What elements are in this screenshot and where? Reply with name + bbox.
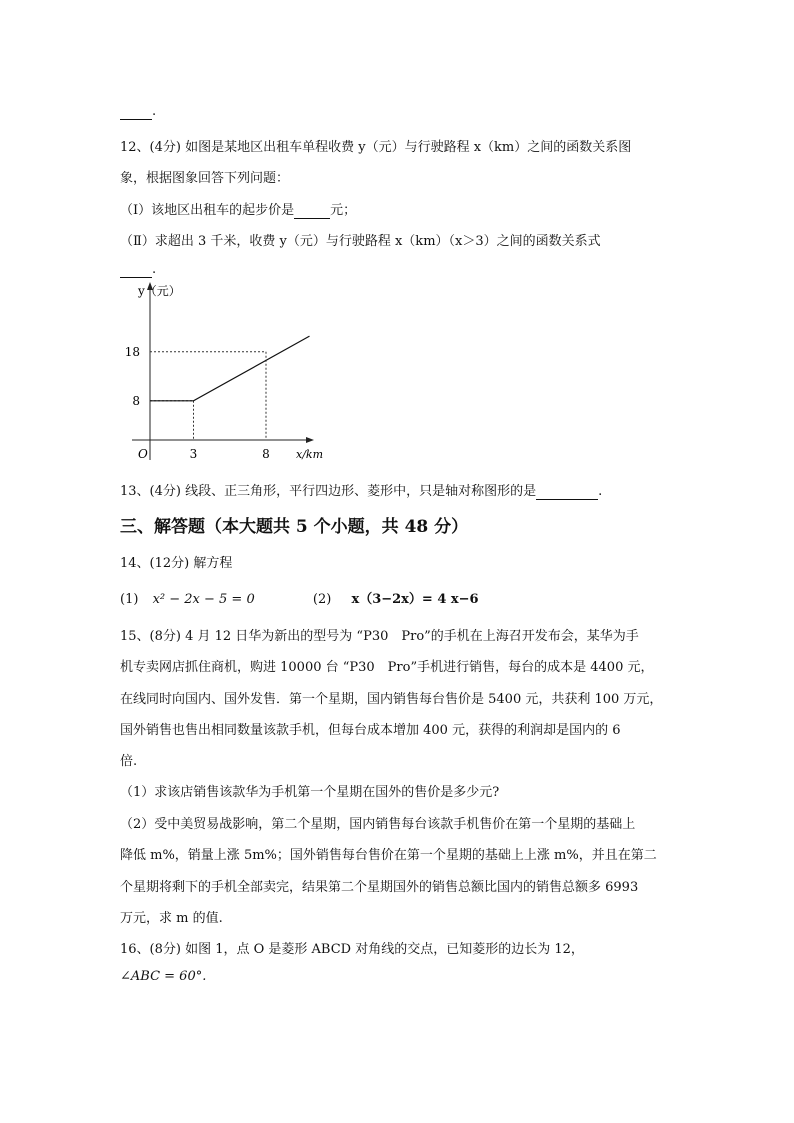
q14-title: 14、(12分) 解方程: [120, 556, 233, 571]
q15-part-2-line-3: 个星期将剩下的手机全部卖完，结果第二个星期国外的销售总额比国内的销售总额多 6993: [120, 880, 639, 895]
x-axis-arrow: [306, 437, 314, 443]
q12-part-2: （Ⅱ）求超出 3 千米，收费 y（元）与行驶路程 x（km）（x＞3）之间的函数关系式: [120, 234, 601, 249]
q12-line-2: 象，根据图象回答下列问题：: [120, 171, 290, 186]
q15-line-4: 国外销售也售出相同数量该款手机，但每台成本增加 400 元，获得的利润却是国内的 6: [120, 723, 621, 738]
answer-blank: [536, 484, 598, 500]
q15-part-2-line-2: 降低 m%，销量上涨 5m%；国外销售每台售价在第一个星期的基础上上涨 m%，并且在第二: [120, 848, 657, 863]
q16-line-1: 16、(8分) 如图 1，点 O 是菱形 ABCD 对角线的交点，已知菱形的边长为 12，: [120, 942, 584, 957]
q12-line-1: 12、(4分) 如图是某地区出租车单程收费 y（元）与行驶路程 x（km）之间的函数关系图: [120, 140, 632, 155]
answer-blank: [120, 104, 152, 120]
q13-text: 13、(4分) 线段、正三角形，平行四边形、菱形中，只是轴对称图形的是 .: [120, 484, 603, 499]
q12-part-2-tail: .: [120, 262, 156, 278]
q14-equations: [120, 588, 479, 607]
q15-line-1: 15、(8分) 4 月 12 日华为新出的型号为 “P30 Pro”的手机在上海召开发布会，某华为手: [120, 629, 639, 644]
q12-part-1-unit: 元；: [330, 203, 357, 218]
y-tick-label-8: 8: [132, 393, 140, 408]
section-heading: 三、解答题（本大题共 5 个小题，共 48 分）: [120, 517, 469, 537]
series-line-0: [150, 336, 310, 401]
y-axis-label: y（元）: [138, 284, 181, 298]
q14-eq2-label: (2): [312, 592, 332, 607]
previous-question-tail: .: [120, 104, 156, 120]
y-tick-label-18: 18: [124, 344, 140, 359]
q12-part-1-text: （Ⅰ）该地区出租车的起步价是: [120, 203, 295, 218]
q12-part-1: [120, 199, 356, 219]
origin-label: O: [138, 447, 148, 461]
x-tick-label-8: 8: [262, 447, 270, 461]
q14-eq1-label: (1): [120, 592, 139, 607]
answer-blank: [294, 203, 330, 219]
fare-distance-graph: [110, 278, 340, 468]
q15-part-2-line-4: 万元，求 m 的值.: [120, 911, 223, 926]
x-tick-label-3: 3: [189, 447, 198, 461]
q14-eq1: x² − 2x − 5 = 0: [152, 592, 255, 607]
q15-part-1: （1）求该店销售该款华为手机第一个星期在国外的售价是多少元?: [120, 785, 500, 800]
q15-line-2: 机专卖网店抓住商机，购进 10000 台 “P30 Pro”手机进行销售，每台的成本是 4400 元，: [120, 660, 654, 675]
q15-line-5: 倍.: [120, 754, 138, 769]
q15-line-3: 在线同时向国内、国外发售．第一个星期，国内销售每台售价是 5400 元，共获利 100 万元，: [120, 692, 663, 707]
q16-line-2: ∠ABC = 60°.: [120, 969, 207, 984]
answer-blank: [120, 262, 152, 278]
x-axis-label: x/km: [296, 448, 324, 461]
q15-part-2-line-1: （2）受中美贸易战影响，第二个星期，国内销售每台该款手机售价在第一个星期的基础上: [120, 817, 636, 832]
q14-eq2: x（3−2x）= 4 x−6: [351, 592, 479, 607]
